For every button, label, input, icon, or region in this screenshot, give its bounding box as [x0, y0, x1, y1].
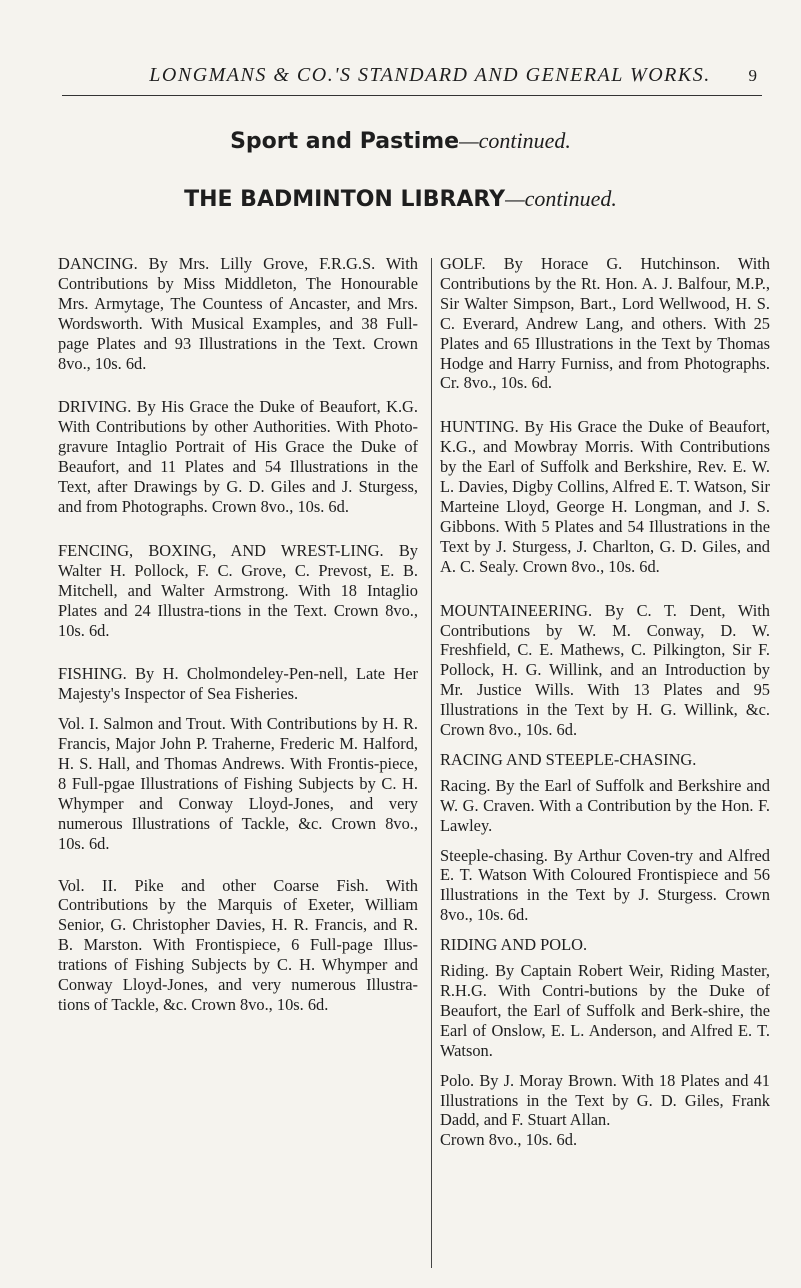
- entry-hunting: HUNTING. By His Grace the Duke of Beaufort, K.G., and Mowbray Morris. With Contributions by the Earl of Suffolk and Berkshire, Rev. E. W. L. Davies, Digby Collins, Alfred E. T. Watson, Sir Marteine Lloyd, George H. Longman, and J. S. Gibbons. With 5 Plates and 54 Illustrations in the Text by J. Sturgess, J. Charlton, G. D. Giles, and A. C. Sealy. Crown 8vo., 10s. 6d.: [440, 417, 770, 576]
- entry-driving: DRIVING. By His Grace the Duke of Beaufort, K.G. With Contributions by other Authorities. With Photo-gravure Intaglio Portrait of His Grace the Duke of Beaufort, and 11 Plates and 54 Illustrations in the Text, after Drawings by G. D. Giles and J. Sturgess, and from Photographs. Crown 8vo., 10s. 6d.: [58, 397, 418, 516]
- entry-racing: Racing. By the Earl of Suffolk and Berkshire and W. G. Craven. With a Contribution by the Hon. F. Lawley.: [440, 775, 770, 835]
- entry-mountaineering: MOUNTAINEERING. By C. T. Dent, With Contributions by W. M. Conway, D. W. Freshfield, C. E. Mathews, C. Pilkington, Sir F. Pollock, H. G. Willink, and an Introduction by Mr. Justice Wills. With 13 Plates and 95 Illustrations in the Text by H. G. Willink, &c. Crown 8vo., 10s. 6d.: [440, 600, 770, 740]
- entry-dancing: DANCING. By Mrs. Lilly Grove, F.R.G.S. With Contributions by Miss Middleton, The Honourable Mrs. Armytage, The Countess of Ancaster, and Mrs. Wordsworth. With Musical Examples, and 38 Full-page Plates and 93 Illustrations in the Text. Crown 8vo., 10s. 6d.: [58, 254, 418, 373]
- running-head: LONGMANS & CO.'S STANDARD AND GENERAL WORKS.: [149, 64, 711, 86]
- entry-golf: GOLF. By Horace G. Hutchinson. With Contributions by the Rt. Hon. A. J. Balfour, M.P., Sir Walter Simpson, Bart., Lord Wellwood, H. S. C. Everard, Andrew Lang, and others. With 25 Plates and 65 Illustrations in the Text by Thomas Hodge and Harry Furniss, and from Photographs. Cr. 8vo., 10s. 6d.: [440, 254, 770, 393]
- heading-riding: RIDING AND POLO.: [440, 935, 588, 955]
- entry-polo: Polo. By J. Moray Brown. With 18 Plates and 41 Illustrations in the Text by G. D. Giles, Frank Dadd, and F. Stuart Allan.: [440, 1070, 770, 1130]
- entry-fishing-vol2: Vol. II. Pike and other Coarse Fish. With Contributions by the Marquis of Exeter, William Senior, G. Christopher Davies, H. R. Francis, and R. B. Marston. With Frontispiece, 6 Full-page Illus-trations of Fishing Subjects by C. H. Whymper and Conway Lloyd-Jones, and very numerous Illustra-tions of Tackle, &c. Crown 8vo., 10s. 6d.: [58, 875, 418, 1014]
- library-title-text: THE BADMINTON LIBRARY: [184, 187, 506, 212]
- riding-price: Crown 8vo., 10s. 6d.: [440, 1130, 578, 1150]
- entry-riding: Riding. By Captain Robert Weir, Riding Master, R.H.G. With Contri-butions by the Duke of Beaufort, the Earl of Suffolk and Berk-shire, the Earl of Onslow, E. L. Anderson, and Alfred E. T. Watson.: [440, 961, 770, 1060]
- left-column: [58, 254, 418, 1037]
- heading-racing: RACING AND STEEPLE-CHASING.: [440, 749, 697, 769]
- library-title: [0, 186, 801, 212]
- column-divider: [431, 258, 432, 1268]
- entry-steeplechasing: Steeple-chasing. By Arthur Coven-try and Alfred E. T. Watson With Coloured Frontispiece and 56 Illustrations in the Text by J. Sturgess. Crown 8vo., 10s. 6d.: [440, 845, 770, 925]
- section-title: [0, 128, 801, 154]
- page-number: 9: [748, 66, 757, 85]
- section-title-text: Sport and Pastime: [230, 129, 460, 154]
- header-rule: [62, 95, 762, 96]
- library-continued: —continued.: [505, 186, 617, 211]
- entry-fishing-vol1: Vol. I. Salmon and Trout. With Contributions by H. R. Francis, Major John P. Traherne, Frederic M. Halford, H. S. Hall, and Thomas Andrews. With Frontis-piece, 8 Full-pgae Illustrations of Fishing Subjects by C. H. Whymper and Conway Lloyd-Jones, and very numerous Illustrations of Tackle, &c. Crown 8vo., 10s. 6d.: [58, 714, 418, 853]
- entry-fishing: FISHING. By H. Cholmondeley-Pen-nell, Late Her Majesty's Inspector of Sea Fisheries.: [58, 664, 418, 704]
- entry-fencing: FENCING, BOXING, AND WREST-LING. By Walter H. Pollock, F. C. Grove, C. Prevost, E. B. Mitchell, and Walter Armstrong. With 18 Intaglio Plates and 24 Illustra-tions in the Text. Crown 8vo., 10s. 6d.: [58, 540, 418, 640]
- section-continued: —continued.: [459, 128, 571, 153]
- right-column: [440, 254, 770, 1172]
